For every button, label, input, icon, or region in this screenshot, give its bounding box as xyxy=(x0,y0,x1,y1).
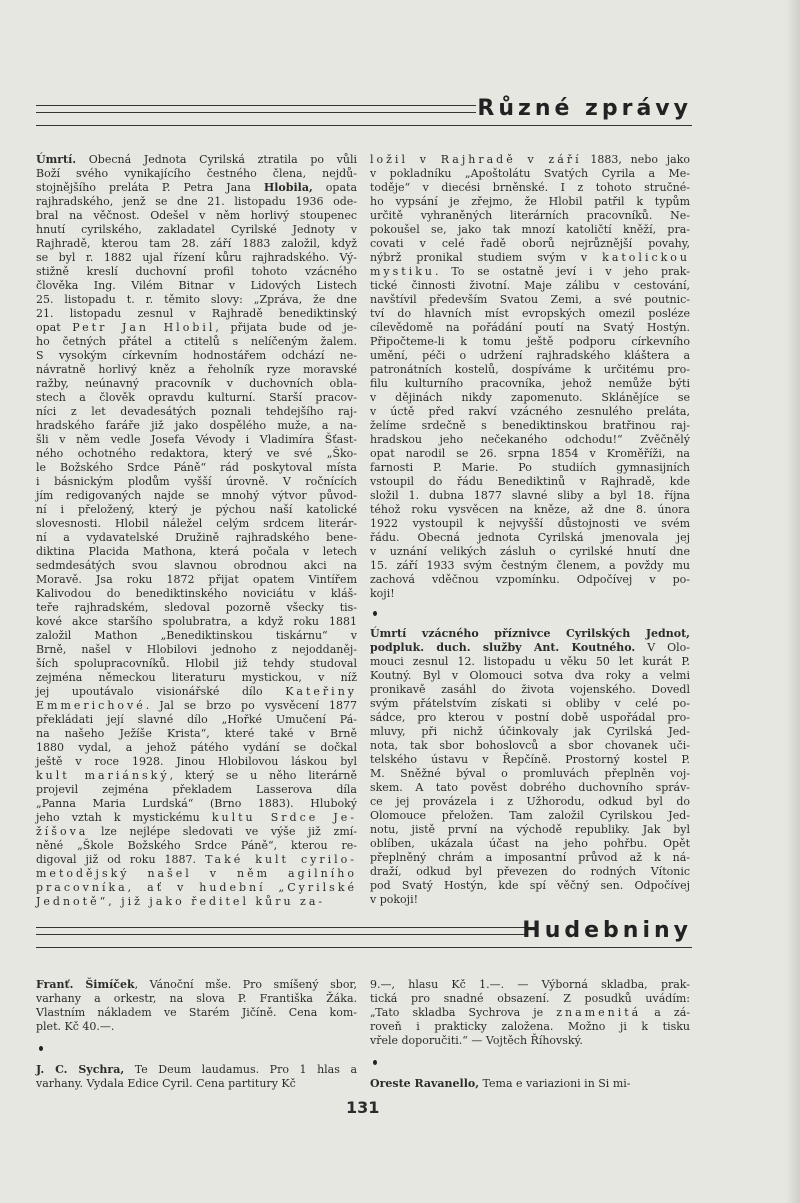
text-line: sádce, pro kterou v postní době uspořádal pro- xyxy=(370,711,690,724)
text-line: řádu. Obecná jednota Cyrilská jmenovala jej xyxy=(370,531,690,544)
text-run: . Jal se brzo po vysvěcení 1877 xyxy=(145,699,357,712)
text-line: něné „Škole Božského Srdce Páně“, kterou re- xyxy=(36,839,357,852)
text-line: plet. Kč 40.—. xyxy=(36,1020,115,1033)
music-left-column xyxy=(36,978,357,1091)
text-run: . To se ostatně jeví i v jeho prak- xyxy=(434,265,690,278)
header-rule xyxy=(36,105,476,106)
text-line: notu, jistě první na východě republiky. Jak byl xyxy=(370,823,690,836)
text-run: opat xyxy=(36,321,73,334)
section-title: Hudebniny xyxy=(522,918,692,943)
header-rule xyxy=(36,927,526,928)
text-run: jej upoutávalo visionářské dílo xyxy=(36,685,286,698)
text-line xyxy=(36,769,357,783)
text-line: v dějinách nikdy zapomenuto. Sklánějíce se xyxy=(370,391,690,404)
spaced-emphasis-run: znamenitá xyxy=(556,1006,642,1019)
text-line: přeplněný chrám a imposantní průvod až k ná- xyxy=(370,851,690,864)
text-line xyxy=(36,181,357,195)
text-line: svým přátelstvím získati si obliby v celé po- xyxy=(370,697,690,710)
text-line xyxy=(36,881,357,895)
text-line: ce jej provázela i z Užhorodu, odkud byl do xyxy=(370,795,690,808)
text-line: překládati její slavné dílo „Hořké Umučení Pá- xyxy=(36,713,357,726)
text-run: a zá- xyxy=(641,1006,690,1019)
text-line xyxy=(36,685,357,699)
bold-heading-run: J. C. Sychra, xyxy=(36,1063,125,1076)
left-column-obituary xyxy=(36,153,357,909)
text-run: jeho vztah k mystickému xyxy=(36,811,212,824)
text-line xyxy=(370,1006,690,1020)
text-run: nýbrž pronikal studiem svým v xyxy=(370,251,603,264)
text-line: hnutí cyrilského, zakladatel Cyrilské Jednoty v xyxy=(36,223,357,236)
text-line xyxy=(36,321,357,335)
text-line: nota, tak sbor bohoslovců a sbor chovanek uči- xyxy=(370,739,690,752)
text-line: filu kulturního pracovníka, jehož nemůže býti xyxy=(370,377,690,390)
text-line: Rajhradě, kterou tam 28. září 1883 založil, když xyxy=(36,237,357,250)
paragraph xyxy=(370,153,690,601)
text-line: jím redigovaných najde se mnohý výtvor původ- xyxy=(36,489,357,502)
text-line: želíme srdečně s benediktinskou bratřinou raj- xyxy=(370,419,690,432)
text-line: v úctě před rakví vzácného zesnulého preláta, xyxy=(370,405,690,418)
text-line: 25. listopadu t. r. těmito slovy: „Zpráva, že dne xyxy=(36,293,357,306)
text-line: určitě vyhraněných literárních pracovníků. Ne- xyxy=(370,209,690,222)
text-line: covati v celé řadě oborů nejrůznější povahy, xyxy=(370,237,690,250)
bold-heading-run: podpluk. duch. služby Ant. Koutného. xyxy=(370,641,636,654)
text-line: telského ústavu v Řepčíně. Prostorný kostel P. xyxy=(370,753,690,766)
bold-heading-run: Franť. Šimíček xyxy=(36,978,135,991)
text-run: , který se u něho literárně xyxy=(169,769,357,782)
bold-heading-run: Hlobila, xyxy=(263,181,313,194)
text-line: stižně kreslí duchovní profil tohoto vzácného xyxy=(36,265,357,278)
bullet-separator xyxy=(39,1046,43,1051)
text-line: „Panna Maria Lurdská“ (Brno 1883). Hluboký xyxy=(36,797,357,810)
text-line: pokoušel se, jako tak mnozí katoličtí kněží, pra- xyxy=(370,223,690,236)
text-line: složil 1. dubna 1877 slavné sliby a byl 18. října xyxy=(370,489,690,502)
spaced-emphasis-run: metodějský našel v něm agilního xyxy=(36,867,357,880)
text-line: navštívil především Svatou Zemi, a své poutnic- xyxy=(370,293,690,306)
header-rule xyxy=(36,112,476,113)
text-line: člověka Ing. Vilém Bitnar v Lidových Listech xyxy=(36,279,357,292)
text-line: návratně horlivý kněz a řeholník ryze moravské xyxy=(36,363,357,376)
text-line xyxy=(370,641,690,655)
text-line: teře rajhradském, sledoval pozorně všecky tis- xyxy=(36,601,357,614)
bullet-separator xyxy=(373,611,377,616)
text-line: tická pro snadné obsazení. Z posudků uvádím: xyxy=(370,992,690,1005)
text-line: projevil zejména překladem Lasserova díla xyxy=(36,783,357,796)
spaced-emphasis-run: ložil v Rajhradě v září xyxy=(370,153,582,166)
text-line: opat narodil se 26. srpna 1854 v Kroměříži, na xyxy=(370,447,690,460)
text-line: v pokladníku „Apoštolátu Svatých Cyrila a Me- xyxy=(370,167,690,180)
music-review-continued xyxy=(370,978,690,1048)
text-line: šli v něm vedle Josefa Vévody i Vladimíra Šťast- xyxy=(36,433,357,446)
text-line: mouci zesnul 12. listopadu u věku 50 let kurát P. xyxy=(370,655,690,668)
text-run: stojnějšího preláta P. Petra Jana xyxy=(36,181,264,194)
bold-heading-run: Úmrtí vzácného příznivce Cyrilských Jednot, xyxy=(370,627,690,640)
text-line xyxy=(370,627,690,641)
text-line: vřele doporučiti.“ — Vojtěch Říhovský. xyxy=(370,1034,583,1047)
text-line xyxy=(36,978,357,992)
text-run: opata xyxy=(312,181,357,194)
text-line: S vysokým církevním hodnostářem odchází ne- xyxy=(36,349,357,362)
text-line: diktina Placida Mathona, která počala v letech xyxy=(36,545,357,558)
text-line: varhany a orkestr, na slova P. Františka Žáka. xyxy=(36,992,357,1005)
text-line: hradskou jeho nečekaného odchodu!“ Zvěčnělý xyxy=(370,433,690,446)
text-run: Obecná Jednota Cyrilská ztratila po vůli xyxy=(76,153,357,166)
text-line: na našeho Ježíše Krista“, které také v Brně xyxy=(36,727,357,740)
music-review xyxy=(370,1077,690,1091)
text-line: cílevědomě na pořádání poutí na Svatý Hostýn. xyxy=(370,321,690,334)
spaced-emphasis-run: kultu Srdce Je- xyxy=(211,811,357,824)
text-line: Kalivodou do benediktinského noviciátu v kláš- xyxy=(36,587,357,600)
text-line: oblíben, ukázala účast na jeho pohřbu. Opět xyxy=(370,837,690,850)
text-line xyxy=(370,251,690,265)
text-line: toděje“ v diecési brněnské. I z tohoto stručné- xyxy=(370,181,690,194)
text-line: ného ochotného redaktora, který ve své „Ško- xyxy=(36,447,357,460)
spaced-emphasis-run: Také kult cyrilo- xyxy=(205,853,357,866)
text-line: koji! xyxy=(370,587,395,600)
text-line: zejména německou literaturu mystickou, v níž xyxy=(36,671,357,684)
spaced-emphasis-run: Petr Jan Hlobil xyxy=(72,321,216,334)
text-line: M. Sněžné býval o promluvách přeplněn voj- xyxy=(370,767,690,780)
text-line: bral na věčnost. Odešel v něm horlivý stoupenec xyxy=(36,209,357,222)
section-title: Různé zprávy xyxy=(477,96,692,121)
text-line xyxy=(370,1077,690,1091)
bold-heading-run: Úmrtí. xyxy=(36,153,77,166)
text-line: ní a vydavatelské Družině rajhradského bene- xyxy=(36,531,357,544)
text-line: níci z let devadesátých poznali tehdejšího raj- xyxy=(36,405,357,418)
text-run: V Olo- xyxy=(635,641,690,654)
text-line: Připočteme-li k tomu ještě podporu církevního xyxy=(370,335,690,348)
spaced-emphasis-run: katolickou xyxy=(602,251,690,264)
spaced-emphasis-run: Kateřiny xyxy=(285,685,357,698)
text-line: Moravě. Jsa roku 1872 přijat opatem Vintířem xyxy=(36,573,357,586)
text-run: , přijata bude od je- xyxy=(215,321,358,334)
text-line: stech a člověk opravdu kulturní. Starší pracov- xyxy=(36,391,357,404)
text-line xyxy=(36,1063,357,1077)
text-line: založil Mathon „Benediktinskou tiskárnu“ v xyxy=(36,629,357,642)
scan-edge-shadow xyxy=(786,0,800,1203)
header-rule xyxy=(36,934,526,935)
spaced-emphasis-run: kult mariánský xyxy=(36,769,170,782)
text-line: vstoupil do řádu Benediktinů v Rajhradě, kde xyxy=(370,475,690,488)
music-review xyxy=(36,1063,357,1091)
text-line: Koutný. Byl v Olomouci sotva dva roky a velmi xyxy=(370,669,690,682)
header-rule xyxy=(36,125,692,126)
paragraph xyxy=(36,153,357,909)
text-line: skem. A tato pověst dobrého duchovního správ- xyxy=(370,781,690,794)
text-line xyxy=(36,825,357,839)
text-line: pod Svatý Hostýn, kde spí věčný sen. Odpočívej xyxy=(370,879,690,892)
spaced-emphasis-run: mystiku xyxy=(370,265,435,278)
text-line: Brně, našel v Hlobilovi jednoho z nejoddaněj- xyxy=(36,643,357,656)
text-run: digoval již od roku 1887. xyxy=(36,853,206,866)
text-line: ho četných přátel a ctitelů s nelíčeným žalem. xyxy=(36,335,357,348)
spaced-emphasis-run: pracovníka, ať v hudební „Cyrilské xyxy=(36,881,357,894)
text-line xyxy=(36,153,357,167)
text-line: 1880 vydal, a jehož pátého vydání se dočkal xyxy=(36,741,357,754)
text-line: 1922 vystoupil k nejvyšší důstojnosti ve svém xyxy=(370,517,690,530)
text-line: 15. září 1933 svým čestným členem, a povždy mu xyxy=(370,559,690,572)
text-line: tické činnosti životní. Maje zálibu v cestování, xyxy=(370,279,690,292)
text-line: 9.—, hlasu Kč 1.—. — Výborná skladba, prak- xyxy=(370,978,690,991)
text-line: le Božského Srdce Páně“ rád poskytoval místa xyxy=(36,461,357,474)
right-column xyxy=(370,153,690,907)
music-right-column xyxy=(370,978,690,1091)
header-rule xyxy=(36,947,692,948)
text-line: ní i přeložený, který je pýchou naší katolické xyxy=(36,503,357,516)
section-header-ruzne-zpravy xyxy=(36,92,692,132)
text-line xyxy=(36,853,357,867)
music-review xyxy=(36,978,357,1034)
text-line: pronikavě zasáhl do života vojenského. Dovedl xyxy=(370,683,690,696)
text-line: patronátních kostelů, dospíváme k určitému pro- xyxy=(370,363,690,376)
text-line: Vlastním nákladem ve Starém Jičíně. Cena kom- xyxy=(36,1006,357,1019)
text-line: ještě v roce 1928. Jinou Hlobilovou láskou byl xyxy=(36,755,357,768)
text-line: Boží svého vynikajícího čestného člena, nejdů- xyxy=(36,167,357,180)
text-line xyxy=(36,895,357,909)
text-line xyxy=(370,265,690,279)
paragraph-koutny-obituary xyxy=(370,627,690,907)
text-line: v uznání velikých zásluh o cyrilské hnutí dne xyxy=(370,545,690,558)
text-line: farnosti P. Marie. Po studiích gymnasijních xyxy=(370,461,690,474)
text-line: sedmdesátých svou slavnou obrodnou akci na xyxy=(36,559,357,572)
spaced-emphasis-run: Emmerichové xyxy=(36,699,146,712)
text-run: 1883, nebo jako xyxy=(581,153,690,166)
text-line: Olomouce přeložen. Tam založil Cyrilskou Jed- xyxy=(370,809,690,822)
text-line: ražby, neúnavný pracovník v duchovních obla- xyxy=(36,377,357,390)
section-header-hudebniny xyxy=(36,914,692,954)
text-line: v pokoji! xyxy=(370,893,419,906)
text-line: 21. listopadu zesnul v Rajhradě benediktinský xyxy=(36,307,357,320)
spaced-emphasis-run: Jednotě“, již jako ředitel kůru za- xyxy=(36,895,326,908)
text-line: rajhradského, jenž se dne 21. listopadu 1936 ode- xyxy=(36,195,357,208)
text-line: hradského faráře již jako dospělého muže, a na- xyxy=(36,419,357,432)
text-line: i básnickým plodům vyšší úrovně. V ročnících xyxy=(36,475,357,488)
text-line xyxy=(36,699,357,713)
text-line: kové akce staršího spolubratra, a když roku 1881 xyxy=(36,615,357,628)
text-line: tví do hlavních míst evropských omezil posléze xyxy=(370,307,690,320)
text-line: téhož roku vysvěcen na kněze, až dne 8. února xyxy=(370,503,690,516)
text-line: slovesnosti. Hlobil náležel celým srdcem literár- xyxy=(36,517,357,530)
page-number: 131 xyxy=(346,1098,380,1117)
text-run: „Tato skladba Sychrova je xyxy=(370,1006,557,1019)
bullet-separator xyxy=(373,1060,377,1065)
text-run: lze nejlépe sledovati ve výše již zmí- xyxy=(88,825,357,838)
text-line xyxy=(36,811,357,825)
text-line: se byl r. 1882 ujal řízení kůru rajhradského. Vý- xyxy=(36,251,357,264)
spaced-emphasis-run: žíšova xyxy=(36,825,89,838)
text-line: zachová vděčnou vzpomínku. Odpočívej v po- xyxy=(370,573,690,586)
text-run: Tema e variazioni in Si mi- xyxy=(479,1077,631,1090)
text-line: ších spolupracovníků. Hlobil již tehdy studoval xyxy=(36,657,357,670)
text-line: ho vypsání je zřejmo, že Hlobil patřil k typům xyxy=(370,195,690,208)
text-line: draží, odkud byl převezen do rodných Vítonic xyxy=(370,865,690,878)
text-line: mluvy, při nichž účinkovaly jak Cyrilská Jed- xyxy=(370,725,690,738)
bold-heading-run: Oreste Ravanello, xyxy=(370,1077,480,1090)
text-line: roveň i prakticky založena. Možno ji k tisku xyxy=(370,1020,690,1033)
text-line xyxy=(36,867,357,881)
text-line xyxy=(370,153,690,167)
text-run: , Vánoční mše. Pro smíšený sbor, xyxy=(134,978,357,991)
text-line: varhany. Vydala Edice Cyril. Cena partitury Kč xyxy=(36,1077,296,1090)
text-run: Te Deum laudamus. Pro 1 hlas a xyxy=(124,1063,358,1076)
text-line: umění, péči o udržení rajhradského kláštera a xyxy=(370,349,690,362)
